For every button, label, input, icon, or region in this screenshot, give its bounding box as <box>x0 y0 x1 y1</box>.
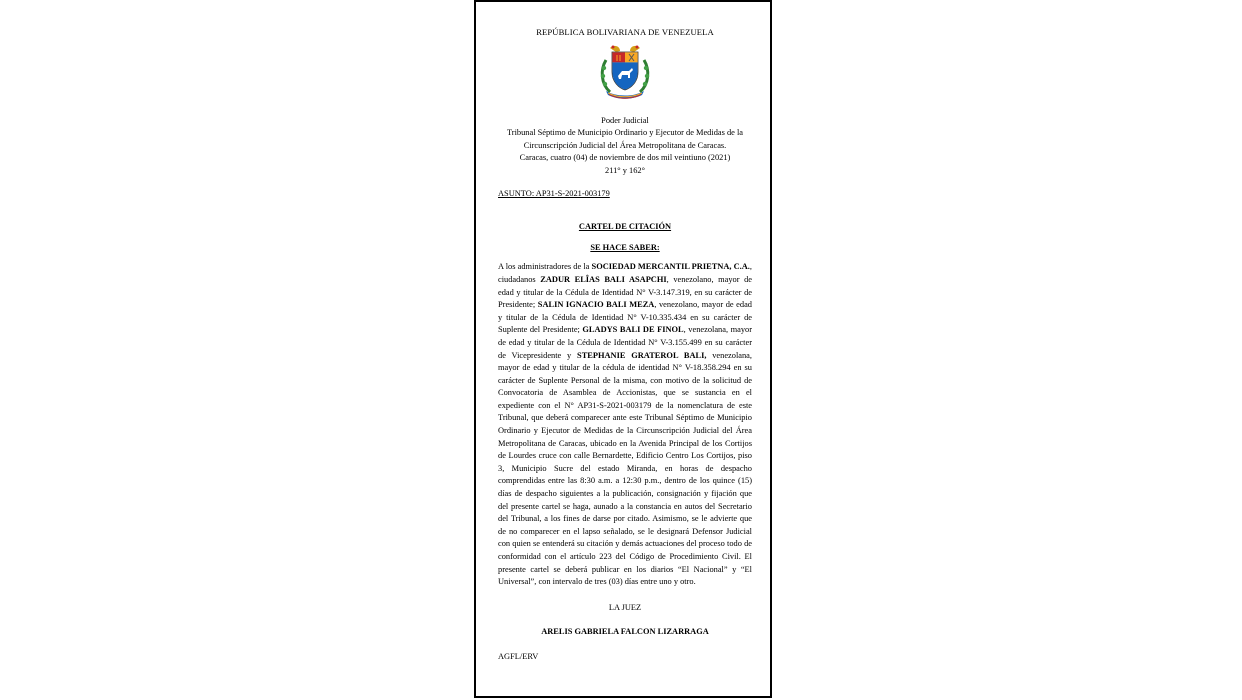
clerk-initials: AGFL/ERV <box>498 651 539 661</box>
company-name: SOCIEDAD MERCANTIL PRIETNA, C.A. <box>591 262 750 272</box>
header-line-1: Poder Judicial <box>601 115 649 125</box>
court-header <box>498 115 752 178</box>
judge-name: ARELIS GABRIELA FALCON LIZARRAGA <box>541 627 709 637</box>
judge-title: LA JUEZ <box>608 602 642 612</box>
notice-body <box>498 261 752 588</box>
person-name-vicepresident: GLADYS BALI DE FINOL <box>582 325 684 335</box>
body-text-3: , venezolano, mayor de edad y titular de la Cédula de Identidad N° V-3.147.319, en su carácter de Presidente; <box>498 274 753 310</box>
document-content <box>498 24 752 664</box>
body-text-1: A los administradores de la <box>498 262 592 272</box>
person-name-president: ZADUR ELÎAS BALI ASAPCHI <box>540 274 667 284</box>
document-page <box>474 0 772 698</box>
document-title: CARTEL DE CITACIÓN <box>578 222 672 232</box>
header-line-2: Tribunal Séptimo de Municipio Ordinario y Ejecutor de Medidas de la <box>506 128 743 138</box>
body-text-4: , venezolano, mayor de edad y titular de la Cédula de Identidad N° V-10.335.434 en su carácter de Suplente del Presidente; <box>498 300 752 335</box>
venezuela-coat-of-arms-icon <box>596 42 654 100</box>
person-name-personal-substitute: STEPHANIE GRATEROL BALI, <box>577 350 707 360</box>
country-heading: REPÚBLICA BOLIVARIANA DE VENEZUELA <box>536 27 714 37</box>
header-line-5: 211° y 162° <box>605 165 645 175</box>
case-subject: ASUNTO: AP31-S-2021-003179 <box>498 188 610 198</box>
coat-of-arms <box>498 42 752 102</box>
person-name-substitute: SALIN IGNACIO BALI MEZA <box>537 300 655 310</box>
header-line-4: Caracas, cuatro (04) de noviembre de dos mil veintiuno (2021) <box>519 153 731 163</box>
header-line-3: Circunscripción Judicial del Área Metropolitana de Caracas. <box>523 140 727 150</box>
body-text-2: , ciudadanos <box>498 262 752 284</box>
notice-heading: SE HACE SABER: <box>590 242 660 252</box>
body-text-5: , venezolana, mayor de edad y titular de la Cédula de Identidad N° V-3.155.499 en su carácter de Vicepresidente y <box>498 325 752 360</box>
body-text-6: venezolana, mayor de edad y titular de la cédula de identidad N° V-18.358.294 en su carácter de Suplente Personal de la misma, con motivo de la solicitud de Convocatoria de Asamblea de Accionistas, que se sustancia en el expediente con el N° AP31-S-2021-003179 de la nomenclatura de este Tribunal, que deberá comparecer ante este Tribunal Séptimo de Municipio Ordinario y Ejecutor de Medidas de la Circunscripción Judicial del Área Metropolitana de Caracas, ubicado en la Avenida Principal de los Cortijos de Lourdes cruce con calle Bernardette, Edificio Centro Los Cortijos, piso 3, Municipio Sucre del estado Miranda, en horas de despacho comprendidas entre las 8:30 a.m. a 12:30 p.m., dentro de los quince (15) días de despacho siguientes a la publicación, consignación y fijación que del presente cartel se haga, aunado a la constancia en autos del Secretario del Tribunal, a los fines de darse por citado. Asimismo, se le advierte que de no comparecer en el lapso señalado, se le designará Defensor Judicial con quien se entenderá su citación y demás actuaciones del proceso todo de conformidad con el artículo 223 del Código de Procedimiento Civil. El presente cartel se deberá publicar en los diarios “El Nacional” y “El Universal”, con intervalo de tres (03) días entre uno y otro. <box>498 350 752 587</box>
